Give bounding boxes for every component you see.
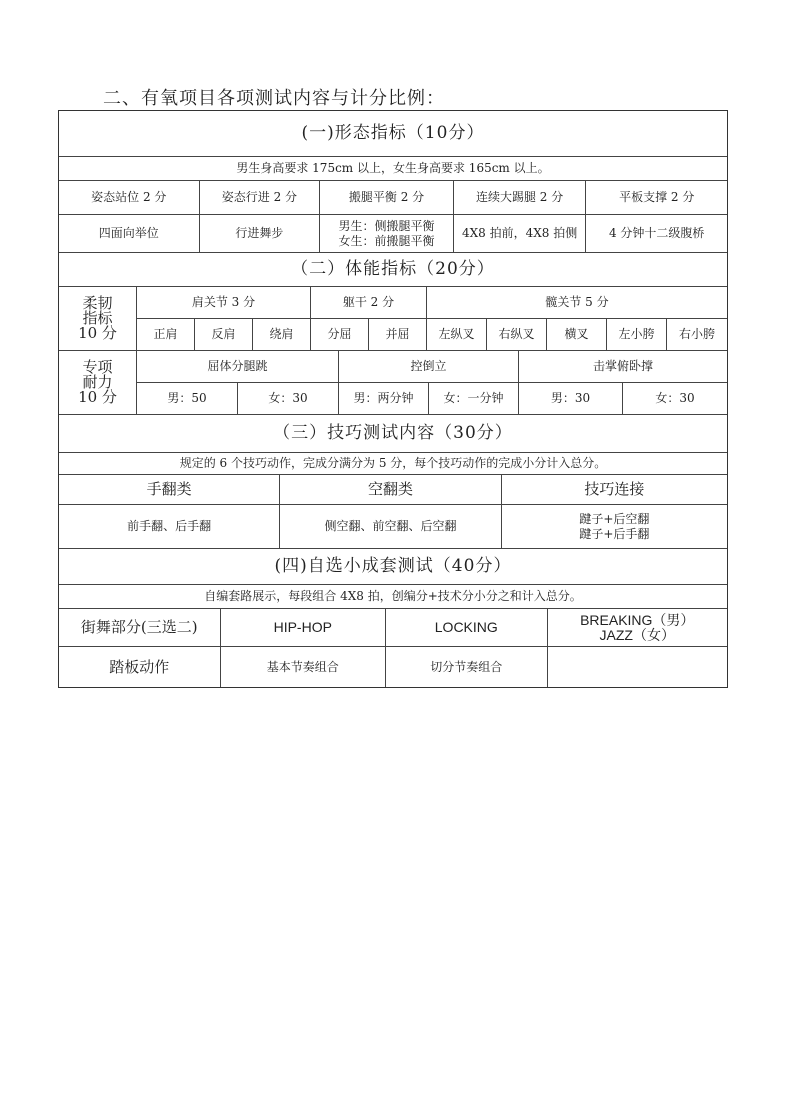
s3-item-row xyxy=(59,505,727,549)
s3-note-row xyxy=(59,453,727,475)
s1-item-3: 搬腿平衡 2 分 xyxy=(320,181,454,214)
street-breaking-jazz xyxy=(548,609,727,646)
flex-label-1: 柔韧 xyxy=(82,294,113,312)
street-jazz: JAZZ（女） xyxy=(599,626,675,643)
flex-label xyxy=(59,287,137,350)
flex-item: 右纵叉 xyxy=(487,319,547,350)
street-label: 街舞部分(三选二) xyxy=(59,609,221,646)
s3-item-1: 前手翻、后手翻 xyxy=(59,505,280,548)
s2-title-row xyxy=(59,253,727,287)
end-label-3: 10 分 xyxy=(78,388,117,406)
s3-item-2: 侧空翻、前空翻、后空翻 xyxy=(280,505,501,548)
s4-street-row xyxy=(59,609,727,647)
end-item: 男：30 xyxy=(519,383,623,414)
end-item: 女：30 xyxy=(655,391,695,405)
s1-item-5: 平板支撑 2 分 xyxy=(619,190,695,204)
s1-detail-4: 4X8 拍前，4X8 拍侧 xyxy=(454,215,587,252)
s3-header-row xyxy=(59,475,727,505)
end-items xyxy=(137,383,727,414)
s3-combo-1: 踺子+后空翻 xyxy=(579,511,650,526)
s1-detail-3-male: 男生：侧搬腿平衡 xyxy=(338,218,435,233)
flex-group-trunk: 躯干 2 分 xyxy=(311,287,427,318)
s1-note-row xyxy=(59,157,727,181)
s1-detail-3-female: 女生：前搬腿平衡 xyxy=(338,233,435,248)
s1-item-1: 姿态站位 2 分 xyxy=(59,181,200,214)
end-group-jump: 屈体分腿跳 xyxy=(137,351,339,382)
step-basic: 基本节奏组合 xyxy=(221,647,387,687)
s1-title-row xyxy=(59,111,727,157)
flex-items xyxy=(137,319,727,350)
step-label: 踏板动作 xyxy=(59,647,221,687)
s1-row2 xyxy=(59,215,727,253)
flex-item: 左纵叉 xyxy=(427,319,487,350)
step-empty xyxy=(548,647,727,687)
street-breaking: BREAKING（男） xyxy=(580,611,695,628)
s4-title-row xyxy=(59,549,727,585)
s2-flex-row xyxy=(59,287,727,351)
end-label-2: 耐力 xyxy=(82,373,113,391)
s1-detail-3 xyxy=(320,215,454,252)
step-syncopated: 切分节奏组合 xyxy=(386,647,548,687)
s3-combo xyxy=(502,505,727,548)
flex-group-hip: 髋关节 5 分 xyxy=(545,295,609,309)
page-heading: 二、有氧项目各项测试内容与计分比例： xyxy=(103,88,445,109)
flex-item: 分屈 xyxy=(311,319,369,350)
s1-item-4: 连续大踢腿 2 分 xyxy=(454,181,587,214)
s1-title: (一)形态指标（10分） xyxy=(301,123,485,143)
flex-label-3: 10 分 xyxy=(78,324,117,342)
end-groups xyxy=(137,351,727,383)
end-group-handstand: 控倒立 xyxy=(339,351,519,382)
s1-item-2: 姿态行进 2 分 xyxy=(200,181,321,214)
flex-label-2: 指标 xyxy=(82,309,113,327)
s1-detail-5: 4 分钟十二级腹桥 xyxy=(608,226,705,240)
end-item: 男：两分钟 xyxy=(339,383,429,414)
s3-title: （三）技巧测试内容（30分） xyxy=(273,423,513,443)
s3-header-3: 技巧连接 xyxy=(584,480,645,498)
flex-group-shoulder: 肩关节 3 分 xyxy=(137,287,311,318)
s4-step-row xyxy=(59,647,727,687)
s3-header-1: 手翻类 xyxy=(59,475,280,504)
s1-row1 xyxy=(59,181,727,215)
s3-note: 规定的 6 个技巧动作，完成分满分为 5 分，每个技巧动作的完成小分计入总分。 xyxy=(179,456,607,470)
scoring-table xyxy=(58,110,728,688)
flex-groups xyxy=(137,287,727,319)
s2-title: （二）体能指标（20分） xyxy=(291,259,495,279)
s4-note-row xyxy=(59,585,727,609)
street-hiphop: HIP-HOP xyxy=(221,609,387,646)
flex-body xyxy=(137,287,727,350)
flex-item: 横叉 xyxy=(547,319,607,350)
s3-title-row xyxy=(59,415,727,453)
end-item: 女：一分钟 xyxy=(429,383,519,414)
end-group-pushup: 击掌俯卧撑 xyxy=(592,359,653,373)
end-item: 男：50 xyxy=(137,383,238,414)
s2-end-row xyxy=(59,351,727,415)
end-label xyxy=(59,351,137,414)
s1-detail-2: 行进舞步 xyxy=(200,215,321,252)
flex-item: 正肩 xyxy=(137,319,195,350)
s3-header-2: 空翻类 xyxy=(280,475,501,504)
flex-item: 并屈 xyxy=(369,319,427,350)
end-label-1: 专项 xyxy=(82,358,113,376)
street-locking: LOCKING xyxy=(386,609,548,646)
flex-item: 反肩 xyxy=(195,319,253,350)
s4-title: (四)自选小成套测试（40分） xyxy=(274,556,512,576)
s1-note: 男生身高要求 175cm 以上，女生身高要求 165cm 以上。 xyxy=(236,161,550,175)
end-body xyxy=(137,351,727,414)
flex-item: 右小胯 xyxy=(678,327,715,341)
end-item: 女：30 xyxy=(238,383,339,414)
s3-combo-2: 踺子+后手翻 xyxy=(579,526,650,541)
s4-note: 自编套路展示，每段组合 4X8 拍，创编分+技术分小分之和计入总分。 xyxy=(204,589,582,603)
s1-detail-1: 四面向举位 xyxy=(59,215,200,252)
flex-item: 左小胯 xyxy=(607,319,667,350)
flex-item: 绕肩 xyxy=(253,319,311,350)
